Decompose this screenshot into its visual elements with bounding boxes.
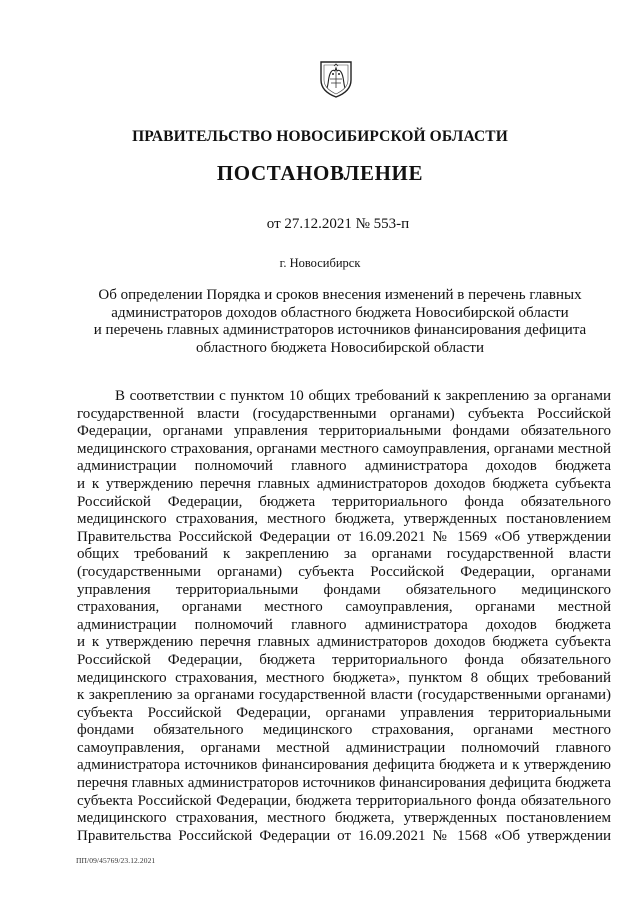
organization-name: ПРАВИТЕЛЬСТВО НОВОСИБИРСКОЙ ОБЛАСТИ — [132, 128, 508, 145]
body-line: и к утверждению перечня главных администраторов доходов бюджета субъекта — [77, 475, 611, 492]
body-line: администрации полномочий главного администратора доходов бюджета — [77, 458, 611, 475]
body-line: медицинского страхования, органами местного самоуправления, органами местной — [77, 440, 611, 457]
body-line: Правительства Российской Федерации от 16.09.2021 № 1569 «Об утверждении — [77, 528, 611, 545]
body-line: В соответствии с пунктом 10 общих требований к закреплению за органами — [115, 388, 611, 404]
body-line: Федерации, органами управления территориальными фондами обязательного — [77, 423, 611, 440]
body-line: страхования, органами местного самоуправления, органами местной — [77, 599, 611, 616]
title-line: областного бюджета Новосибирской области — [196, 339, 484, 356]
body-line: Правительства Российской Федерации от 16.09.2021 № 1568 «Об утверждении — [77, 827, 611, 844]
body-line: медицинского страхования, местного бюджета», пунктом 8 общих требований — [77, 669, 611, 686]
body-line: общих требований к закреплению за органами государственной власти — [77, 546, 611, 563]
document-title — [75, 287, 605, 357]
body-line: к закреплению за органами государственной власти (государственными органами) — [77, 687, 611, 704]
document-date-number: от 27.12.2021 № 553-п — [266, 216, 410, 232]
body-line: медицинского страхования, местного бюджета, утвержденных постановлением — [77, 511, 611, 528]
body-line: и к утверждению перечня главных администраторов доходов бюджета субъекта — [77, 634, 611, 651]
body-line: администратора источников финансирования дефицита бюджета и к утверждению — [77, 757, 611, 774]
title-line: Об определении Порядка и сроков внесения изменений в перечень главных — [98, 287, 582, 303]
title-line: и перечень главных администраторов источников финансирования дефицита — [93, 322, 587, 339]
body-line: самоуправления, органами местной администрации полномочий главного — [77, 739, 611, 756]
body-line: фондами обязательного медицинского страхования, органами местного — [77, 722, 611, 739]
body-line: Российской Федерации, бюджета территориального фонда обязательного — [77, 493, 611, 510]
document-code: ПП/09/45769/23.12.2021 — [76, 856, 156, 865]
title-line: администраторов доходов областного бюджета Новосибирской области — [111, 304, 569, 321]
body-line: субъекта Российской Федерации, органами управления территориальными — [77, 704, 611, 721]
body-line: (государственными органами) субъекта Российской Федерации, органами — [77, 563, 611, 580]
body-line: медицинского страхования, местного бюджета, утвержденных постановлением — [77, 810, 611, 827]
body-line: государственной власти (государственными органами) субъекта Российской — [77, 405, 611, 422]
document-city: г. Новосибирск — [279, 256, 361, 270]
body-line: субъекта Российской Федерации, бюджета территориального фонда обязательного — [77, 792, 611, 809]
document-body — [77, 388, 611, 845]
body-line: управления территориальными фондами обязательного медицинского — [77, 581, 611, 598]
coat-of-arms-icon — [318, 58, 354, 98]
body-line: Российской Федерации, бюджета территориального фонда обязательного — [77, 651, 611, 668]
body-line: перечня главных администраторов источников финансирования дефицита бюджета — [77, 775, 611, 792]
body-line: администрации полномочий главного администратора доходов бюджета — [77, 616, 611, 633]
document-type: ПОСТАНОВЛЕНИЕ — [216, 161, 424, 185]
